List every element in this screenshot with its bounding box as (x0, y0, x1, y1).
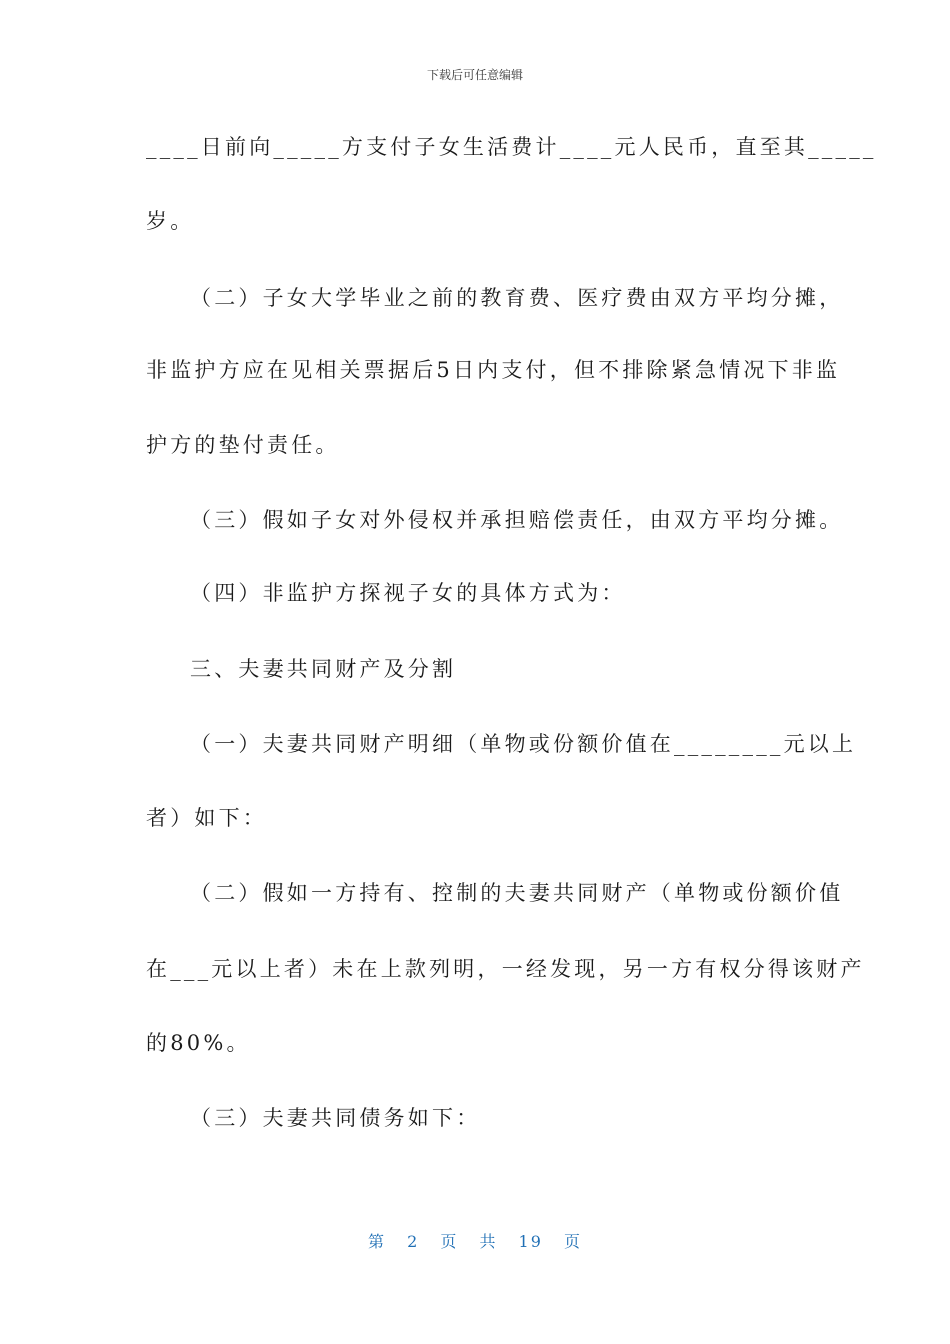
page-number-footer: 第 2 页 共 19 页 (368, 1232, 582, 1251)
body-line-3: （二）子女大学毕业之前的教育费、医疗费由双方平均分摊， (190, 286, 844, 310)
body-line-11: （二）假如一方持有、控制的夫妻共同财产（单物或份额价值 (190, 881, 844, 905)
section-heading: 三、夫妻共同财产及分割 (190, 657, 457, 681)
body-line-14: （三）夫妻共同债务如下： (190, 1106, 481, 1130)
body-line-10: 者）如下： (146, 806, 267, 830)
body-line-12: 在___元以上者）未在上款列明，一经发现，另一方有权分得该财产 (146, 957, 865, 981)
body-line-9: （一）夫妻共同财产明细（单物或份额价值在________元以上 (190, 732, 857, 756)
body-line-4: 非监护方应在见相关票据后5日内支付，但不排除紧急情况下非监 (146, 358, 841, 382)
body-line-1: ____日前向_____方支付子女生活费计____元人民币，直至其_____ (146, 135, 877, 159)
body-line-5: 护方的垫付责任。 (146, 433, 340, 457)
body-line-13: 的80%。 (146, 1031, 251, 1055)
body-line-6: （三）假如子女对外侵权并承担赔偿责任，由双方平均分摊。 (190, 508, 844, 532)
body-line-2: 岁。 (146, 209, 195, 233)
page-header-note: 下载后可任意编辑 (426, 68, 523, 82)
body-line-7: （四）非监护方探视子女的具体方式为： (190, 581, 626, 605)
